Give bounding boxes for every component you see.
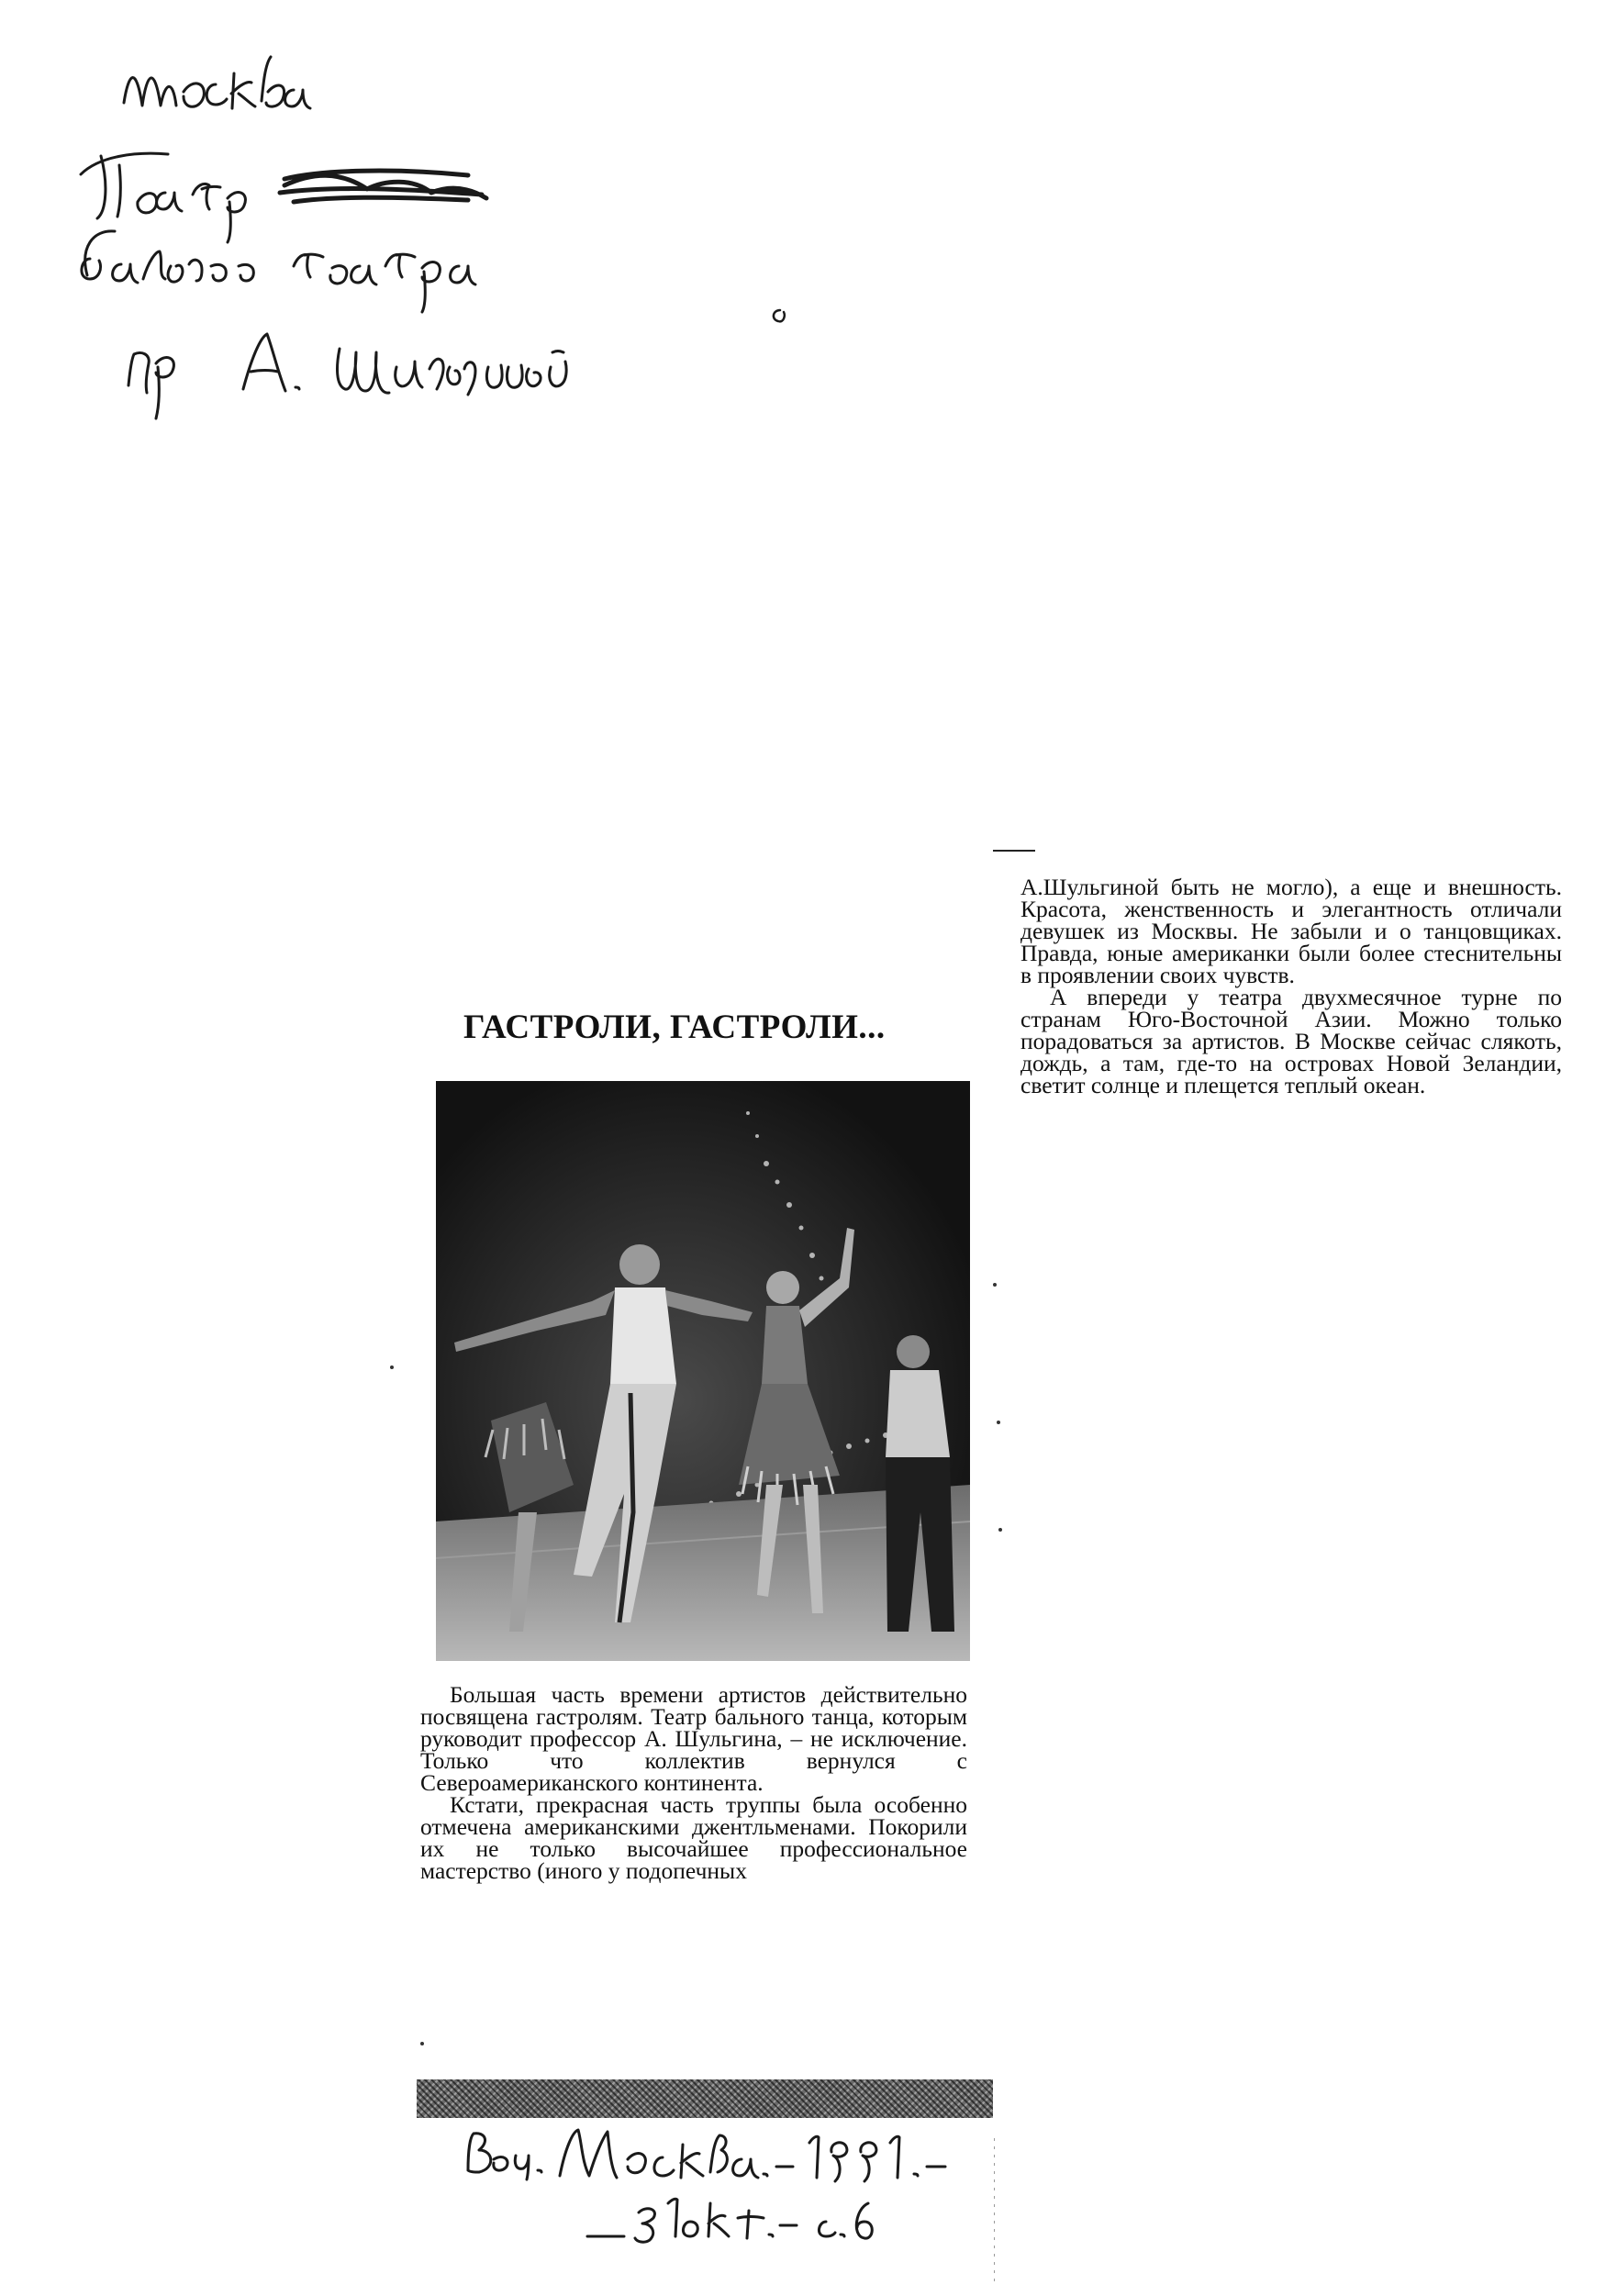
article-paragraph: Кстати, прекрасная часть труппы была особенно отмечена американскими джентльменами. Покорили их не только высочайшее профессиональное мастерство (иного у подопечных xyxy=(420,1791,967,1884)
scan-speck xyxy=(998,1528,1002,1532)
column-rule xyxy=(993,850,1035,852)
scan-artifact xyxy=(994,2138,995,2285)
handwritten-note xyxy=(64,18,798,440)
scan-speck xyxy=(390,1365,394,1369)
article-right-column xyxy=(1020,876,1562,1097)
article-paragraph: А впереди у театра двухмесячное турне по странам Юго-Восточной Азии. Можно только порадоваться за артистов. В Москве сейчас слякоть, дождь, а там, где-то на островах Новой Зеландии, светит солнце и плещется теплый океан. xyxy=(1020,984,1562,1098)
scan-speck xyxy=(993,1283,997,1287)
article-paragraph: Большая часть времени артистов действительно посвящена гастролям. Театр бального танца, которым руководит профессор А. Шульгина, – не исключение. Только что коллектив вернулся с Североамериканского континента. xyxy=(420,1681,967,1796)
handwriting-image xyxy=(450,2115,1046,2253)
dancers-photo-image xyxy=(436,1081,970,1661)
halftone-strip xyxy=(417,2079,993,2118)
scan-speck xyxy=(420,2042,424,2045)
scan-speck xyxy=(997,1421,1000,1424)
article-left-column xyxy=(420,1681,967,1884)
article-paragraph: А.Шульгиной быть не могло), а еще и внешность. Красота, женственность и элегантность отличали девушек из Москвы. Не забыли и о танцовщиках. Правда, юные американки были более стеснительны в проявлении своих чувств. xyxy=(1020,874,1562,988)
handwritten-source-note xyxy=(450,2115,1046,2253)
handwriting-image xyxy=(64,18,798,440)
article-headline: ГАСТРОЛИ, ГАСТРОЛИ... xyxy=(463,1009,886,1046)
dancers-photo xyxy=(436,1081,970,1661)
